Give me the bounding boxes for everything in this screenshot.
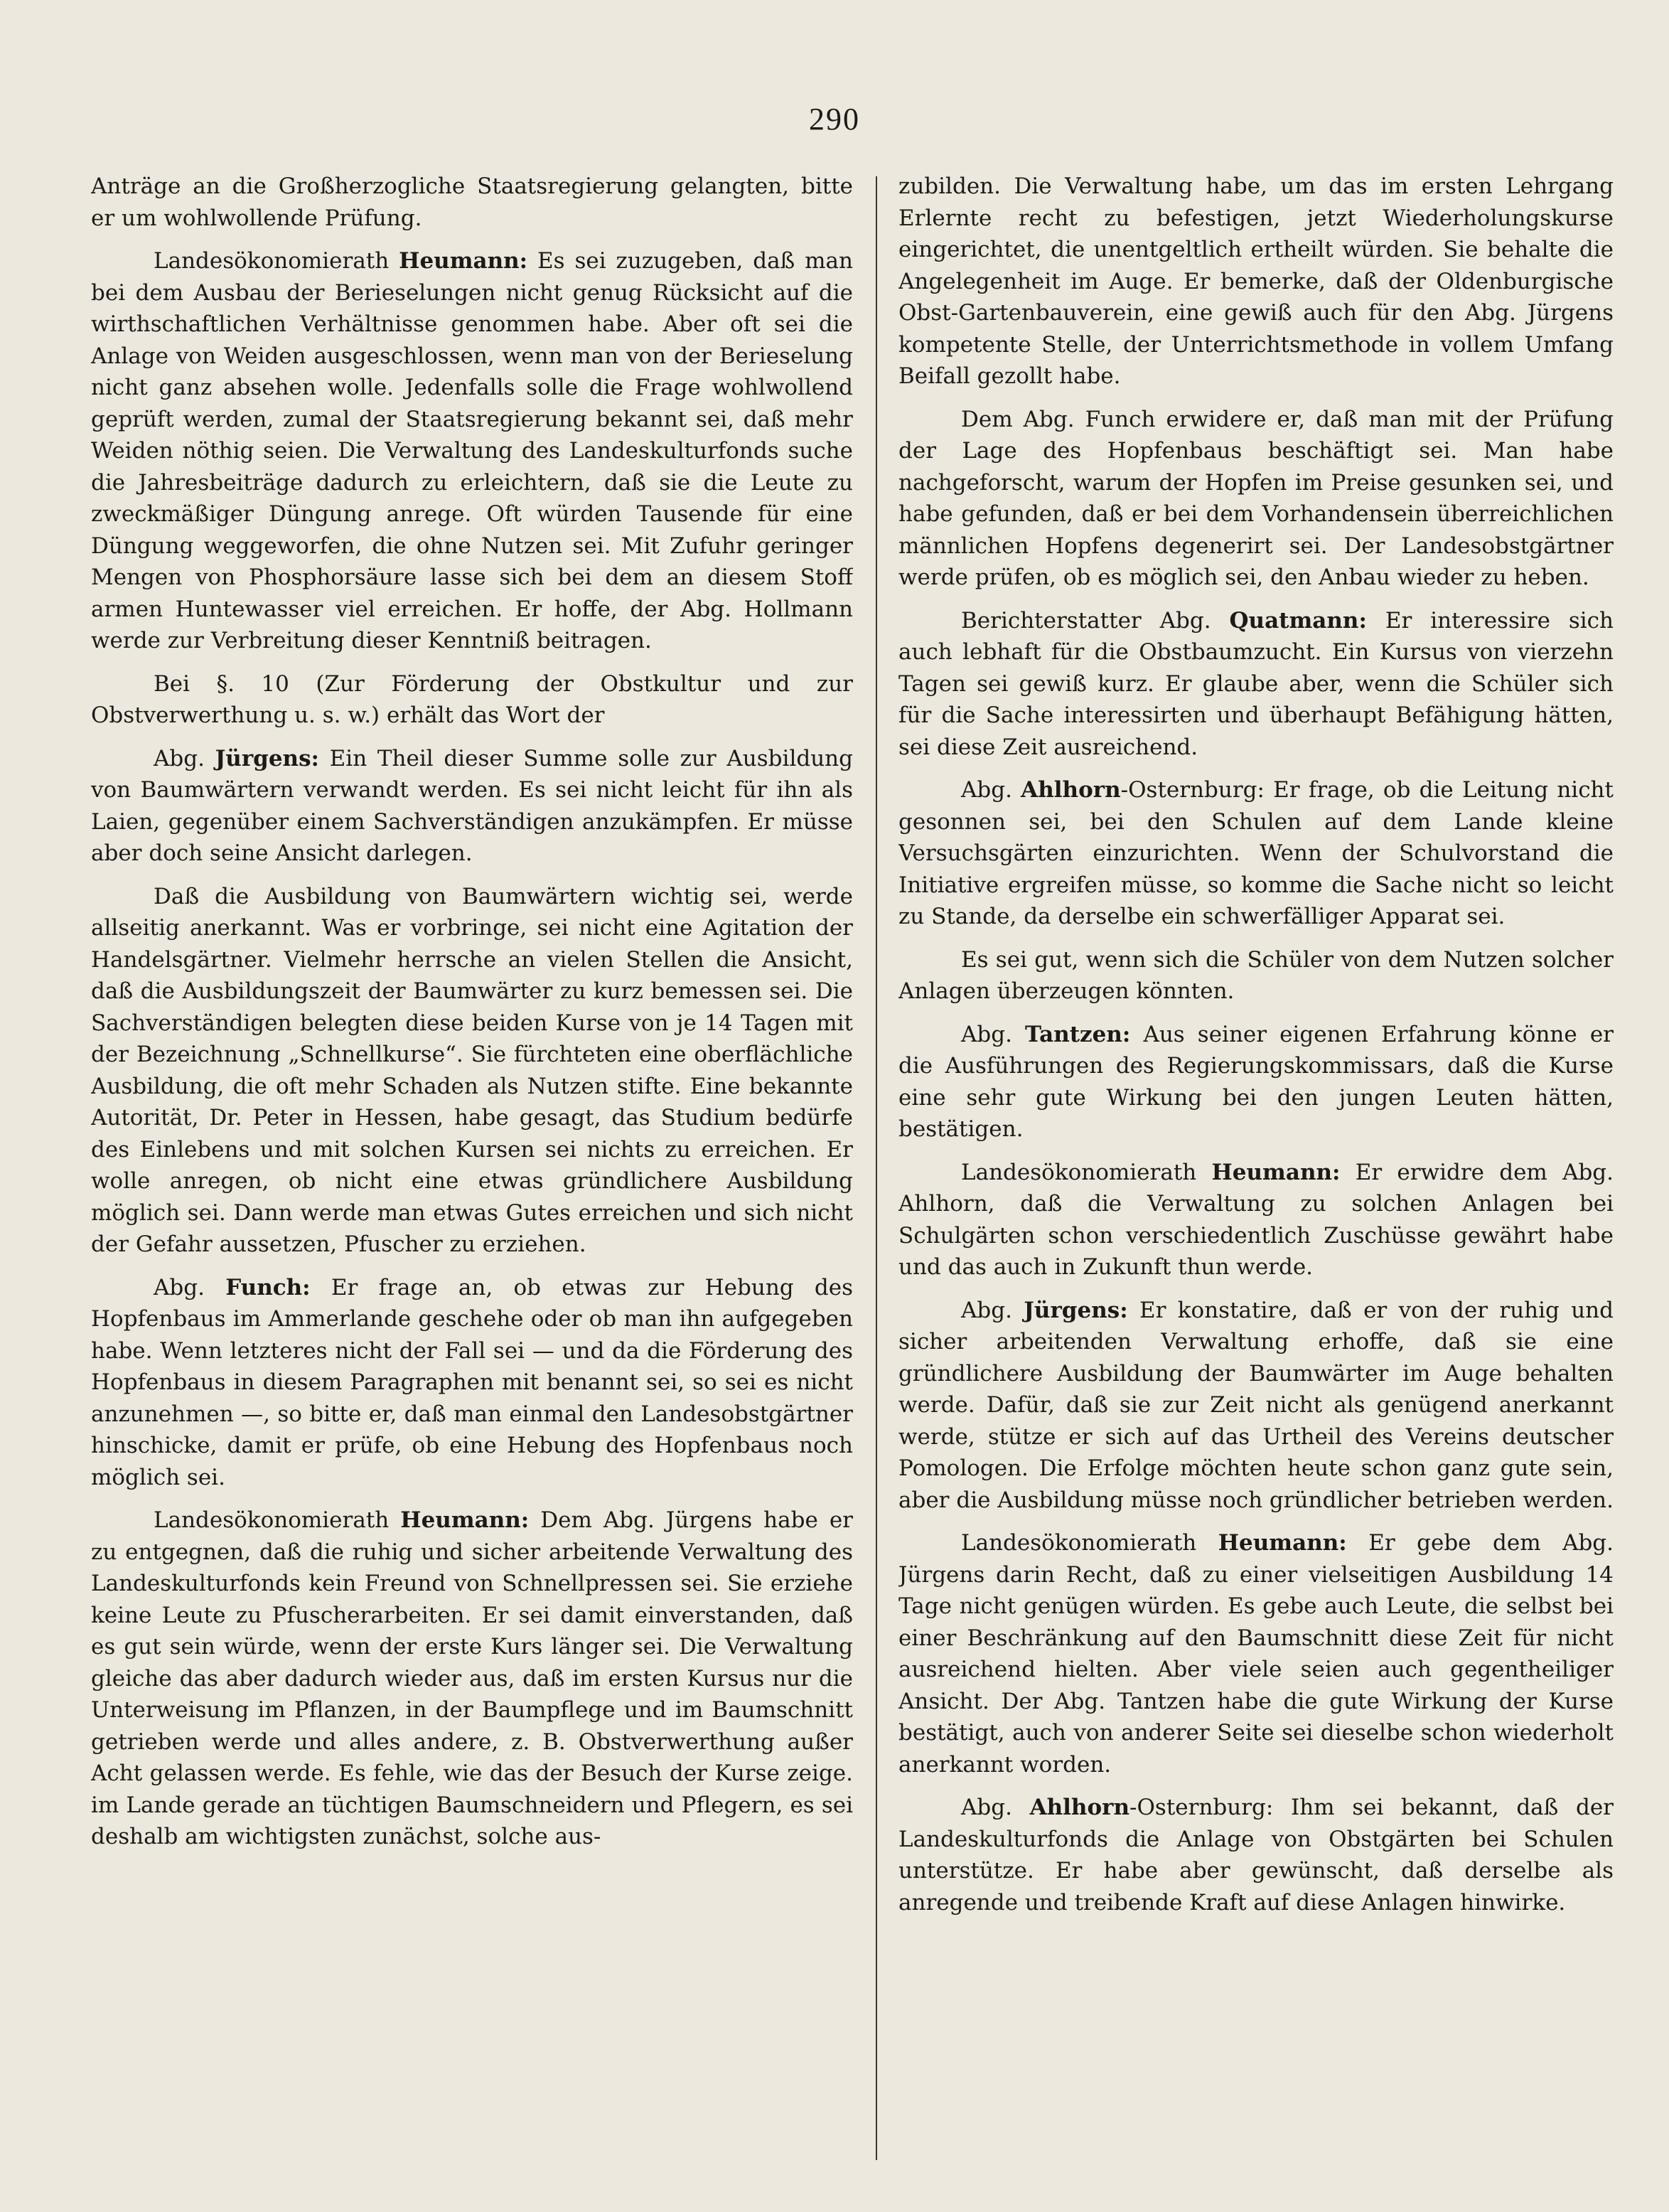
paragraph-text: Es sei gut, wenn sich die Schüler von dem Nutzen solcher Anlagen überzeugen könnten. (898, 946, 1614, 1004)
paragraph-text: Es sei zuzugeben, daß man bei dem Ausbau der Berieselungen nicht genug Rücksicht auf die wirthschaftlichen Verhältnisse genommen habe. Aber oft sei die Anlage von Weiden ausgeschlossen, wenn man von der Berieselung nicht ganz absehen wolle. Jedenfalls solle die Frage wohlwollend geprüft werden, zumal der Staatsregierung bekannt sei, daß mehr Weiden nöthig seien. Die Verwaltung des Landeskulturfonds suche die Jahresbeiträge dadurch zu erleichtern, daß sie die Leute zu zweckmäßiger Düngung anrege. Oft würden Tausende für eine Düngung weggeworfen, die ohne Nutzen sei. Mit Zufuhr geringer Mengen von Phosphorsäure lasse sich bei dem an diesem Stoff armen Huntewasser viel erreichen. Er hoffe, der Abg. Hollmann werde zur Verbreitung dieser Kenntniß beitragen. (91, 248, 853, 653)
speaker-title: Abg. (154, 1274, 226, 1300)
paragraph-text: Er frage an, ob etwas zur Hebung des Hopfenbaus im Ammerlande geschehe oder ob man ihn aufgegeben habe. Wenn letzteres nicht der Fall sei — und da die Förderung des Hopfenbaus in diesem Paragraphen mit benannt sei, so sei es nicht anzunehmen —, so bitte er, daß man einmal den Landesobstgärtner hinschicke, damit er prüfe, ob eine Hebung des Hopfenbaus noch möglich sei. (91, 1274, 853, 1490)
paragraph (91, 1272, 853, 1494)
paragraph (898, 404, 1614, 594)
speaker-title: Landesökonomierath (154, 1507, 401, 1533)
paragraph (91, 245, 853, 657)
speaker-name: Ahlhorn (1029, 1795, 1130, 1820)
page-number: 290 (809, 102, 860, 137)
paragraph-text: Dem Abg. Jürgens habe er zu entgegnen, daß die ruhig und sicher arbeitende Verwaltung des Landeskulturfonds kein Freund von Schnellpressen sei. Sie erziehe keine Leute zu Pfuscherarbeiten. Er sei damit einverstanden, daß es gut sein würde, wenn der erste Kurs länger sei. Die Verwaltung gleiche das aber dadurch wieder aus, daß im ersten Kursus nur die Unterweisung im Pflanzen, in der Baumpflege und im Baumschnitt getrieben werde und alles andere, z. B. Obstverwerthung außer Acht gelassen werde. Es fehle, wie das der Besuch der Kurse zeige. im Lande gerade an tüchtigen Baumschneidern und Pflegern, es sei deshalb am wichtigsten zunächst, solche aus- (91, 1507, 853, 1849)
speaker-title: Abg. (961, 1297, 1024, 1323)
paragraph (898, 1157, 1614, 1283)
speaker-title: Berichterstatter Abg. (961, 607, 1230, 634)
speaker-name: Ahlhorn (1021, 777, 1121, 803)
paragraph-text: -Osternburg: Er frage, ob die Leitung nicht gesonnen sei, bei den Schulen auf dem Lande kleine Versuchsgärten einzurichten. Wenn der Schulvorstand die Initiative ergreifen müsse, so komme die Sache nicht so leicht zu Stande, da derselbe ein schwerfälliger Apparat sei. (898, 777, 1614, 929)
speaker-name: Tantzen: (1025, 1021, 1131, 1047)
paragraph-text: Er gebe dem Abg. Jürgens darin Recht, daß zu einer vielseitigen Ausbildung 14 Tage nicht genügen würden. Es gebe auch Leute, die selbst bei einer Beschränkung auf den Baumschnitt diese Zeit für nicht ausreichend hielten. Aber viele seien auch gegentheiliger Ansicht. Der Abg. Tantzen habe die gute Wirkung der Kurse bestätigt, auch von anderer Seite sei dieselbe schon wiederholt anerkannt worden. (898, 1530, 1614, 1778)
speaker-title: Abg. (961, 1795, 1030, 1820)
paragraph (898, 1792, 1614, 1918)
paragraph (91, 171, 853, 234)
right-column (898, 171, 1614, 2176)
column-divider (876, 176, 877, 2160)
left-column (91, 171, 853, 2176)
paragraph (898, 1295, 1614, 1517)
paragraph (91, 668, 853, 732)
speaker-title: Landesökonomierath (961, 1159, 1212, 1185)
paragraph (898, 1019, 1614, 1145)
paragraph (898, 774, 1614, 933)
speaker-name: Heumann: (399, 248, 528, 274)
speaker-name: Heumann: (1211, 1159, 1341, 1185)
paragraph (898, 171, 1614, 392)
paragraph-text: Er interessire sich auch lebhaft für die Obstbaumzucht. Ein Kursus von vierzehn Tagen sei gewiß kurz. Er glaube aber, wenn die Schüler sich für die Sache interessirten und überhaupt Befähigung hätten, sei diese Zeit ausreichend. (898, 607, 1614, 760)
paragraph-text: Dem Abg. Funch erwidere er, daß man mit der Prüfung der Lage des Hopfenbaus beschäftigt sei. Man habe nachgeforscht, warum der Hopfen im Preise gesunken sei, und habe gefunden, daß er bei dem Vorhandensein überreichlichen männlichen Hopfens degenerirt sei. Der Landesobstgärtner werde prüfen, ob es möglich sei, den Anbau wieder zu heben. (898, 406, 1614, 590)
speaker-name: Jürgens: (215, 745, 319, 771)
paragraph-text: Bei §. 10 (Zur Förderung der Obstkultur und zur Obstverwerthung u. s. w.) erhält das Wort der (91, 670, 853, 728)
paragraph (898, 944, 1614, 1008)
paragraph (898, 605, 1614, 764)
paragraph (91, 743, 853, 870)
paragraph (898, 1527, 1614, 1780)
speaker-title: Abg. (154, 745, 215, 771)
paragraph (91, 1505, 853, 1853)
paragraph-text: Anträge an die Großherzogliche Staatsregierung gelangten, bitte er um wohlwollende Prüfung. (91, 173, 853, 231)
speaker-name: Heumann: (400, 1507, 530, 1533)
paragraph-text: Er konstatire, daß er von der ruhig und sicher arbeitenden Verwaltung erhoffe, daß sie eine gründlichere Ausbildung der Baumwärter im Auge behalten werde. Dafür, daß sie zur Zeit nicht als genügend anerkannt werde, stütze er sich auf das Urtheil des Vereins deutscher Pomologen. Die Erfolge möchten heute schon ganz gute sein, aber die Ausbildung müsse noch gründlicher betrieben werden. (898, 1297, 1614, 1513)
paragraph (91, 881, 853, 1261)
speaker-title: Landesökonomierath (154, 248, 399, 274)
speaker-name: Jürgens: (1024, 1297, 1128, 1323)
speaker-title: Abg. (961, 777, 1021, 803)
paragraph-text: Daß die Ausbildung von Baumwärtern wichtig sei, werde allseitig anerkannt. Was er vorbringe, sei nicht eine Agitation der Handelsgärtner. Vielmehr herrsche an vielen Stellen die Ansicht, daß die Ausbildungszeit der Baumwärter zu kurz bemessen sei. Die Sachverständigen belegten diese beiden Kurse von je 14 Tagen mit der Bezeichnung „Schnellkurse“. Sie fürchteten eine oberflächliche Ausbildung, die oft mehr Schaden als Nutzen stifte. Eine bekannte Autorität, Dr. Peter in Hessen, habe gesagt, das Studium bedürfe des Einlebens und mit solchen Kursen sei nichts zu erreichen. Er wolle anregen, ob nicht eine etwas gründlichere Ausbildung möglich sei. Dann werde man etwas Gutes erreichen und sich nicht der Gefahr aussetzen, Pfuscher zu erziehen. (91, 883, 853, 1257)
speaker-name: Heumann: (1218, 1530, 1347, 1556)
speaker-title: Landesökonomierath (961, 1530, 1218, 1556)
speaker-name: Funch: (225, 1274, 311, 1300)
speaker-title: Abg. (961, 1021, 1026, 1047)
speaker-name: Quatmann: (1229, 607, 1367, 634)
paragraph-text: Aus seiner eigenen Erfahrung könne er die Ausführungen des Regierungskommissars, daß die Kurse eine sehr gute Wirkung bei den jungen Leuten hätten, bestätigen. (898, 1021, 1614, 1142)
paragraph-text: Ein Theil dieser Summe solle zur Ausbildung von Baumwärtern verwandt werden. Es sei nicht leicht für ihn als Laien, gegenüber einem Sachverständigen anzukämpfen. Er müsse aber doch seine Ansicht darlegen. (91, 745, 853, 866)
paragraph-text: -Osternburg: Ihm sei bekannt, daß der Landeskulturfonds die Anlage von Obstgärten bei Schulen unterstütze. Er habe aber gewünscht, daß derselbe als anregende und treibende Kraft auf diese Anlagen hinwirke. (898, 1795, 1614, 1916)
paragraph-text: Er erwidre dem Abg. Ahlhorn, daß die Verwaltung zu solchen Anlagen bei Schulgärten schon verschiedentlich Zuschüsse gewährt habe und das auch in Zukunft thun werde. (898, 1159, 1614, 1280)
paragraph-text: zubilden. Die Verwaltung habe, um das im ersten Lehrgang Erlernte recht zu befestigen, jetzt Wiederholungskurse eingerichtet, die unentgeltlich ertheilt würden. Sie behalte die Angelegenheit im Auge. Er bemerke, daß der Oldenburgische Obst-Gartenbauverein, eine gewiß auch für den Abg. Jürgens kompetente Stelle, der Unterrichtsmethode in vollem Umfang Beifall gezollt habe. (898, 173, 1614, 389)
